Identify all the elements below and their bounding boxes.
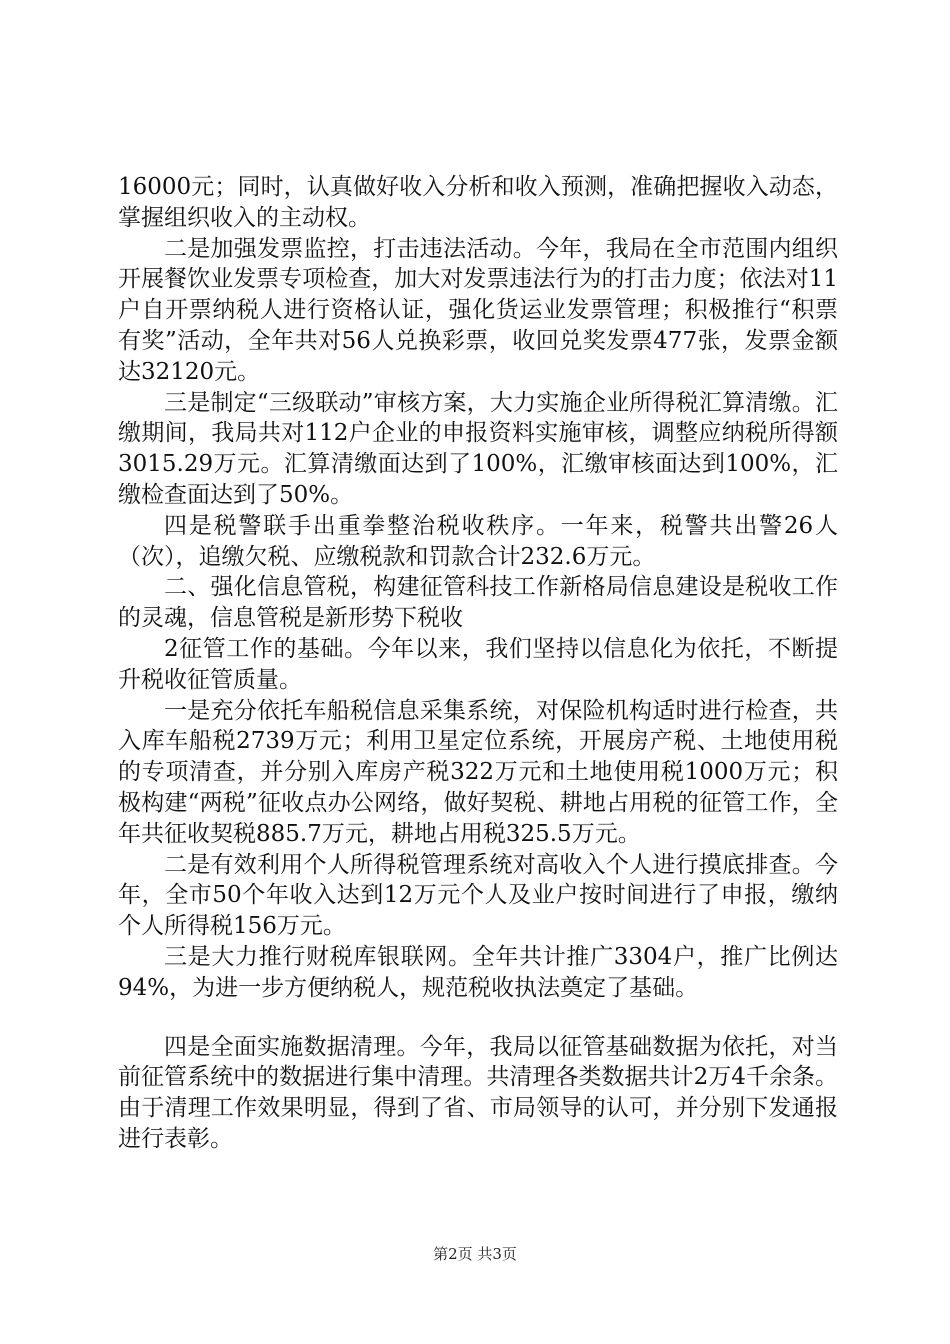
paragraph-police-cooperation: 四是税警联手出重拳整治税收秩序。一年来，税警共出警26人（次），追缴欠税、应缴税款和罚款合计232.6万元。 [118,512,838,570]
paragraph-bank-network: 三是大力推行财税库银联网。全年共计推广3304户，推广比例达94%，为进一步方便纳税人，规范税收执法奠定了基础。 [118,943,838,1001]
document-body [118,172,838,1155]
paragraph-section-two-heading: 二、强化信息管税，构建征管科技工作新格局信息建设是税收工作的灵魂，信息管税是新形势下税收 [118,574,838,632]
paragraph-income-tax-settlement: 三是制定“三级联动”审核方案，大力实施企业所得税汇算清缴。汇缴期间，我局共对112户企业的申报资料实施审核，调整应纳税所得额3015.29万元。汇算清缴面达到了100%，汇缴审核面达到100%，汇缴检查面达到了50%。 [118,389,838,508]
paragraph-continuation: 16000元；同时，认真做好收入分析和收入预测，准确把握收入动态，掌握组织收入的主动权。 [118,174,838,231]
paragraph-section-two-continued: 2征管工作的基础。今年以来，我们坚持以信息化为依托，不断提升税收征管质量。 [118,635,838,693]
paragraph-data-cleanup: 四是全面实施数据清理。今年，我局以征管基础数据为依托，对当前征管系统中的数据进行集中清理。共清理各类数据共计2万4千余条。由于清理工作效果明显，得到了省、市局领导的认可，并分别下发通报进行表彰。 [118,1033,838,1152]
paragraph-vehicle-tax: 一是充分依托车船税信息采集系统，对保险机构适时进行检查，共入库车船税2739万元；利用卫星定位系统，开展房产税、土地使用税的专项清查，并分别入库房产税322万元和土地使用税1000万元；积极构建“两税”征收点办公网络，做好契税、耕地占用税的征管工作，全年共征收契税885.7万元，耕地占用税325.5万元。 [118,697,838,847]
paragraph-invoice-monitoring: 二是加强发票监控，打击违法活动。今年，我局在全市范围内组织开展餐饮业发票专项检查，加大对发票违法行为的打击力度；依法对11户自开票纳税人进行资格认证，强化货运业发票管理；积极推行“积票有奖”活动，全年共对56人兑换彩票，收回兑奖发票477张，发票金额达32120元。 [118,235,838,385]
page-number-footer: 第2页 共3页 [433,1245,517,1263]
paragraph-personal-income-tax: 二是有效利用个人所得税管理系统对高收入个人进行摸底排查。今年，全市50个年收入达到12万元个人及业户按时间进行了申报，缴纳个人所得税156万元。 [118,851,838,940]
